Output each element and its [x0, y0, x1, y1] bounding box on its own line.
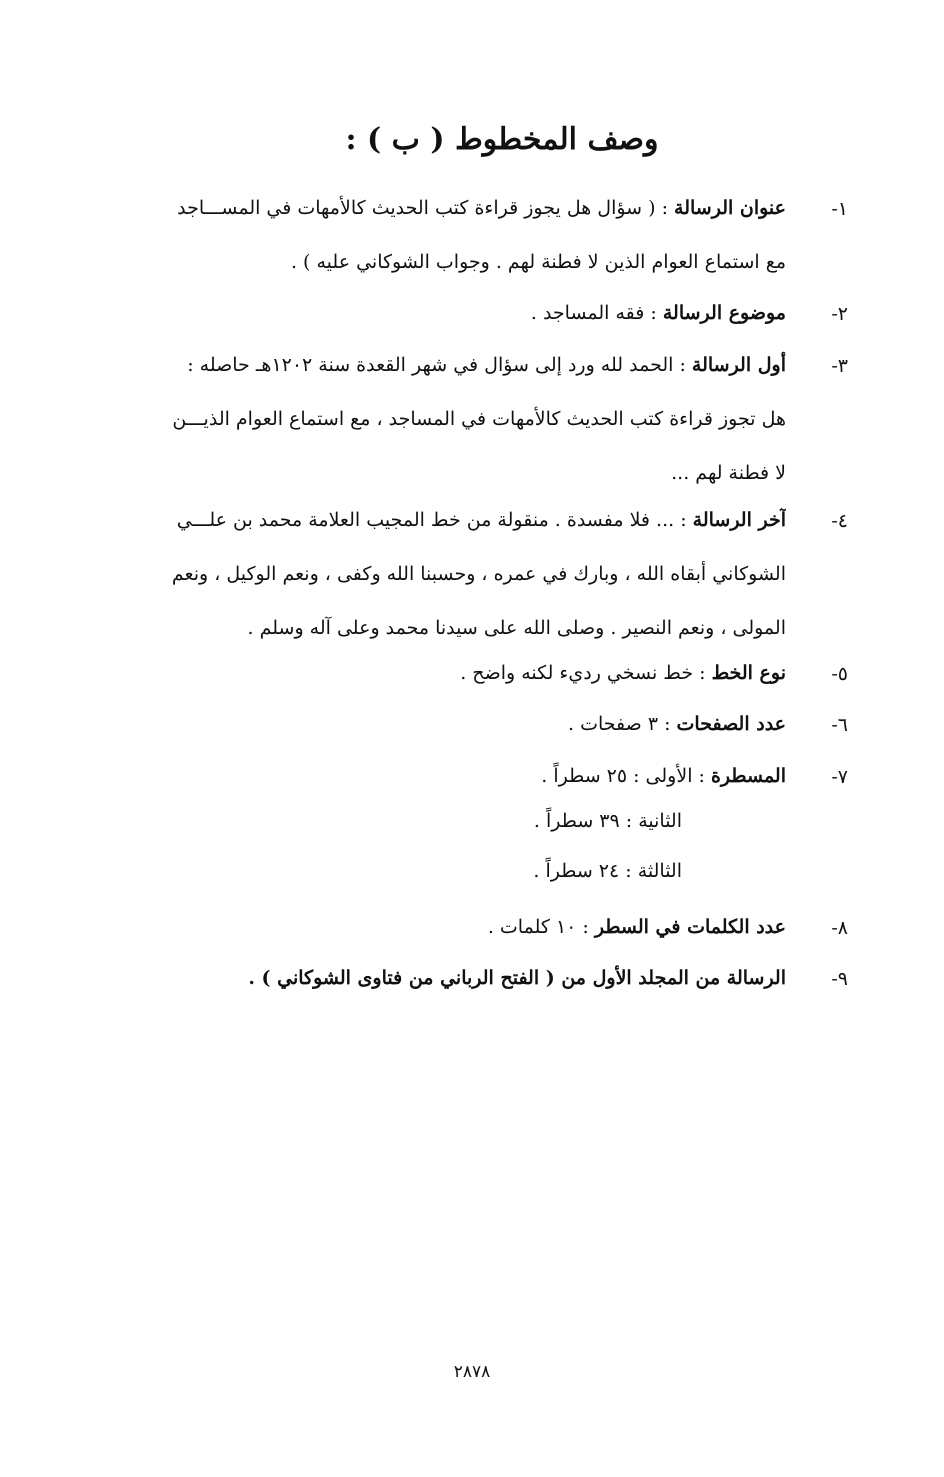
item-label: نوع الخط [711, 662, 786, 684]
item-label: أول الرسالة [691, 354, 786, 376]
item-text: : ... فلا مفسدة . منقولة من خط المجيب العلامة محمد بن علـــي [176, 509, 693, 531]
item-number: ٦- [831, 714, 848, 736]
item-label: عدد الكلمات في السطر [594, 916, 786, 938]
item-text: : فقه المساجد . [530, 302, 663, 324]
item-text: المولى ، ونعم النصير . وصلى الله على سيدنا محمد وعلى آله وسلم . [247, 617, 786, 639]
item-number: ٣- [831, 355, 848, 377]
item-text: هل تجوز قراءة كتب الحديث كالأمهات في المساجد ، مع استماع العوام الذيـــن [172, 408, 786, 430]
item-text: : الحمد لله ورد إلى سؤال في شهر القعدة سنة ١٢٠٢هـ حاصله : [187, 354, 692, 376]
mistara-second: الثانية : ٣٩ سطراً . [533, 810, 682, 832]
item-number: ٢- [831, 303, 848, 325]
item-number: ١- [831, 198, 848, 220]
item-label: المسطرة [710, 765, 786, 787]
item-text: : ٣ صفحات . [568, 713, 677, 735]
item-text: لا فطنة لهم ... [671, 462, 786, 484]
item-label: الرسالة من المجلد الأول من ( الفتح الرباني من فتاوى الشوكاني ) . [248, 967, 786, 989]
mistara-third: الثالثة : ٢٤ سطراً . [533, 860, 682, 882]
item-label: آخر الرسالة [692, 509, 786, 531]
item-label: موضوع الرسالة [662, 302, 786, 324]
item-number: ٧- [831, 766, 848, 788]
page-title: وصف المخطوط ( ب ) : [345, 122, 659, 157]
item-number: ٨- [831, 917, 848, 939]
item-label: عنوان الرسالة [674, 197, 786, 219]
item-text: مع استماع العوام الذين لا فطنة لهم . وجواب الشوكاني عليه ) . [290, 251, 786, 273]
item-label: عدد الصفحات [676, 713, 786, 735]
item-text: الشوكاني أبقاه الله ، وبارك في عمره ، وحسبنا الله وكفى ، ونعم الوكيل ، ونعم [171, 563, 786, 585]
page-number: ٢٨٧٨ [453, 1362, 491, 1382]
item-number: ٤- [831, 510, 848, 532]
item-text: : خط نسخي رديء لكنه واضح . [460, 662, 712, 684]
item-number: ٩- [831, 968, 848, 990]
item-text: : ١٠ كلمات . [487, 916, 595, 938]
item-text: : ( سؤال هل يجوز قراءة كتب الحديث كالأمهات في المســـاجد [177, 197, 675, 219]
item-number: ٥- [831, 663, 848, 685]
item-text: : الأولى : ٢٥ سطراً . [541, 765, 711, 787]
